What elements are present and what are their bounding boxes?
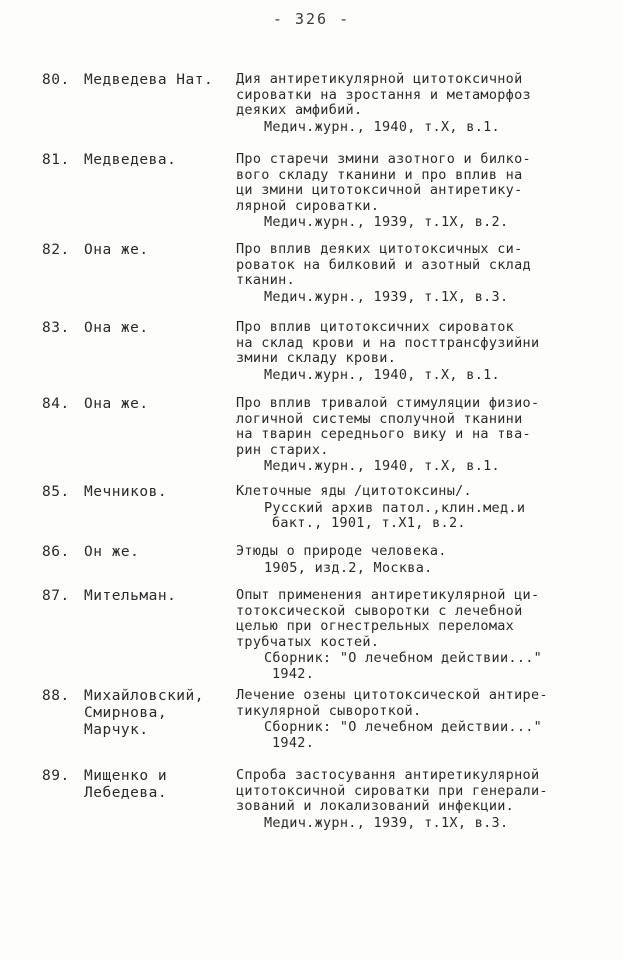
source-line: Сборник: "О лечебном действии..."	[264, 719, 543, 735]
title-line: ци змини цитотоксичной антиретику-	[236, 182, 523, 198]
title-line: логичной системы сполучной тканини	[236, 410, 523, 427]
title-line: сироватки на зростання и метаморфоз	[236, 86, 531, 103]
page-number: - 326 -	[272, 10, 351, 28]
entry-author	[84, 588, 176, 605]
title-line: тикулярной сывороткой.	[236, 702, 422, 719]
entry-author	[84, 396, 149, 413]
entry-author	[84, 688, 204, 739]
title-line: Дия антиретикулярной цитотоксичной	[236, 71, 523, 87]
title-line: Про вплив цитотоксичних сироваток	[236, 319, 515, 335]
entry-body	[236, 768, 548, 831]
entry-author	[84, 152, 176, 169]
source-line: Сборник: "О лечебном действии..."	[264, 650, 543, 666]
source-line: Русский архив патол.,клин.мед.и	[264, 499, 526, 516]
author-line: Марчук.	[84, 722, 149, 738]
source-line: Медич.журн., 1939, т.1Х, в.3.	[264, 288, 509, 305]
title-line: Про вплив тривалой стимуляции физио-	[236, 395, 540, 411]
title-line: деяких амфибий.	[236, 102, 363, 118]
title-line: Спроба застосування антиретикулярной	[236, 767, 540, 783]
entry-number: 83.	[42, 320, 70, 336]
entry-number: 88.	[42, 688, 70, 704]
title-line: рин старих.	[236, 441, 329, 458]
entry-author	[84, 544, 139, 561]
title-line: Про вплив деяких цитотоксичных си-	[236, 241, 523, 257]
entry-number: 80.	[42, 72, 70, 88]
source-line: бакт., 1901, т.Х1, в.2.	[272, 515, 466, 531]
title-line: трубчатых костей.	[236, 633, 380, 650]
entry-body	[236, 588, 542, 682]
author-line: Она же.	[84, 320, 149, 336]
entry-number: 87.	[42, 588, 70, 604]
entry-number: 85.	[42, 484, 70, 500]
author-line: Лебедева.	[84, 785, 168, 801]
entry-number: 84.	[42, 396, 70, 412]
title-line: лярной сироватки.	[236, 197, 380, 214]
title-line: целью при огнестрельных переломах	[236, 618, 515, 634]
title-line: на склад крови и на посттрансфузийни	[236, 334, 540, 351]
entry-number: 82.	[42, 242, 70, 258]
title-line: цитотоксичной сироватки при генерали-	[236, 782, 548, 799]
title-line: змини складу крови.	[236, 350, 397, 366]
entry-body	[236, 544, 447, 576]
entry-body	[236, 72, 531, 135]
author-line: Мительман.	[84, 588, 177, 604]
title-line: Про старечи змини азотного и билко-	[236, 151, 531, 167]
title-line: Опыт применения антиретикулярной ци-	[236, 587, 540, 603]
source-line: 1905, изд.2, Москва.	[264, 559, 433, 576]
title-line: на тварин середнього вику и на тва-	[236, 426, 531, 442]
author-line: Мечников.	[84, 484, 168, 500]
entry-author	[84, 484, 167, 501]
entry-author	[84, 72, 213, 89]
entry-body	[236, 242, 531, 305]
entry-body	[236, 396, 539, 475]
title-line: Клеточные яды /цитотоксины/.	[236, 483, 472, 499]
entry-author	[84, 320, 149, 337]
entry-author	[84, 768, 167, 802]
source-line: 1942.	[272, 665, 315, 682]
entry-body	[236, 320, 539, 383]
entry-body	[236, 152, 531, 231]
title-line: Этюды о природе человека.	[236, 543, 447, 559]
source-line: 1942.	[272, 734, 315, 751]
author-line: Он же.	[84, 544, 140, 560]
title-line: роваток на билковий и азотный склад	[236, 256, 531, 273]
entry-number: 81.	[42, 152, 70, 168]
entry-number: 89.	[42, 768, 70, 784]
title-line: вого складу тканини и про вплив на	[236, 166, 523, 183]
author-line: Смирнова,	[84, 705, 168, 721]
author-line: Медведева.	[84, 152, 177, 168]
title-line: зований и локализований инфекции.	[236, 798, 515, 814]
source-line: Медич.журн., 1940, т.Х, в.1.	[264, 458, 500, 474]
source-line: Медич.журн., 1940, т.Х, в.1.	[264, 118, 500, 135]
entry-number: 86.	[42, 544, 70, 560]
source-line: Медич.журн., 1939, т.1Х, в.3.	[264, 814, 509, 831]
title-line: тканин.	[236, 272, 295, 288]
author-line: Мищенко и	[84, 768, 168, 784]
entry-author	[84, 242, 149, 259]
source-line: Медич.журн., 1939, т.1Х, в.2.	[264, 214, 509, 230]
author-line: Она же.	[84, 242, 149, 258]
author-line: Она же.	[84, 396, 149, 412]
title-line: Лечение озены цитотоксической антире-	[236, 687, 548, 703]
author-line: Медведева Нат.	[84, 72, 214, 88]
entry-body	[236, 484, 525, 532]
source-line: Медич.журн., 1940, т.Х, в.1.	[264, 366, 500, 383]
author-line: Михайловский,	[84, 688, 204, 704]
title-line: тотоксической сыворотки с лечебной	[236, 602, 523, 619]
entry-body	[236, 688, 548, 751]
